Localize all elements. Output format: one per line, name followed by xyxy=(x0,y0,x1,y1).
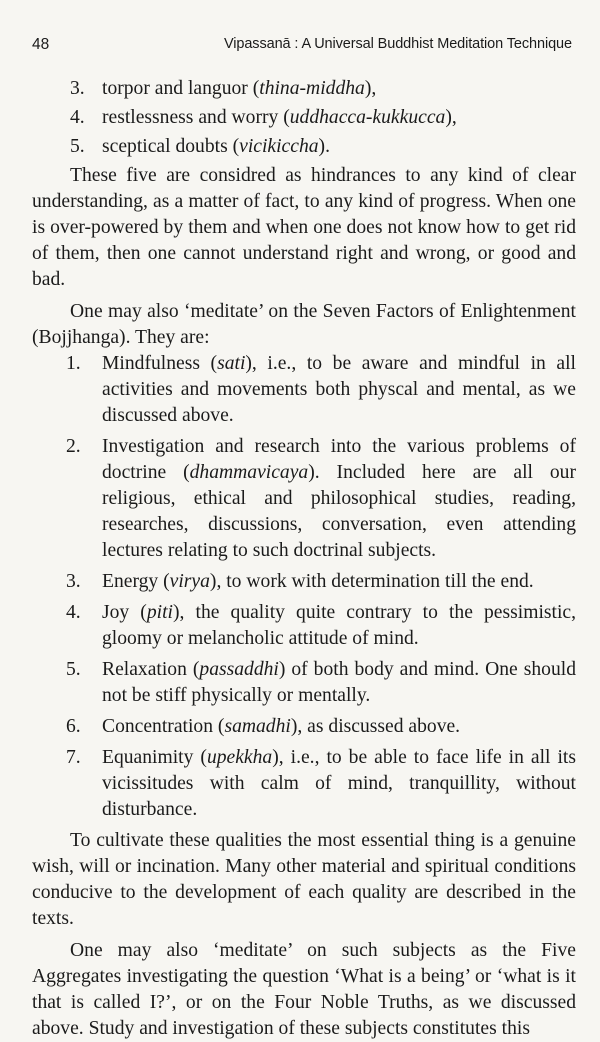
item-number: 2. xyxy=(66,436,81,457)
item-number: 7. xyxy=(66,747,81,768)
hindrances-list xyxy=(32,76,576,160)
paragraph-aggregates: One may also ‘meditate’ on such subjects as the Five Aggregates investigating the question ‘What is a being’ or ‘what is it that is called I?’, or on the Four Noble Truths, as we discussed above. Study and investigation of these subjects constitutes this xyxy=(32,940,576,1039)
pali-term: thina-middha xyxy=(259,78,365,99)
factor-item xyxy=(32,657,576,709)
item-text: Investigation and research into the various problems of doctrine (dhammavicaya). Included here are all our religious, ethical and philosophical studies, reading, researches, discussions, conversation, even attending lectures relating to such doctrinal subjects. xyxy=(102,436,576,561)
factor-item xyxy=(32,569,576,595)
paragraph-cultivate: To cultivate these qualities the most essential thing is a genuine wish, will or incination. Many other material and spiritual conditions conducive to the development of each quality are described in the texts. xyxy=(32,830,576,929)
pali-term: vicikiccha xyxy=(239,136,319,157)
item-number: 1. xyxy=(66,353,81,374)
item-text: Concentration (samadhi), as discussed above. xyxy=(102,716,461,737)
factors-list xyxy=(32,351,576,823)
running-head xyxy=(32,36,572,54)
item-number: 4. xyxy=(66,602,81,623)
pali-term: piti xyxy=(146,602,173,623)
pali-term: dhammavicaya xyxy=(189,462,309,483)
item-text: Energy (virya), to work with determination till the end. xyxy=(102,571,534,592)
factor-item xyxy=(32,745,576,823)
page-number: 48 xyxy=(32,36,50,53)
item-number: 4. xyxy=(70,107,85,128)
factor-item xyxy=(32,351,576,429)
item-text: restlessness and worry (uddhacca-kukkucca), xyxy=(102,107,457,128)
item-text: torpor and languor (thina-middha), xyxy=(102,78,377,99)
item-number: 3. xyxy=(66,571,81,592)
item-number: 6. xyxy=(66,716,81,737)
pali-term: virya xyxy=(169,571,210,592)
paragraph-hindrances: These five are considred as hindrances to any kind of clear understanding, as a matter of fact, to any kind of progress. When one is over-powered by them and when one does not know how to get rid of them, then one cannot understand right and wrong, or good and bad. xyxy=(32,165,576,290)
paragraph-factors-intro: One may also ‘meditate’ on the Seven Factors of Enlightenment (Bojjhanga). They are: xyxy=(32,301,576,348)
list-item xyxy=(32,76,576,102)
page-body xyxy=(32,76,576,1042)
list-item xyxy=(32,134,576,160)
factor-item xyxy=(32,600,576,652)
pali-term: upekkha xyxy=(206,747,273,768)
item-text: Joy (piti), the quality quite contrary to the pessimistic, gloomy or melancholic attitude of mind. xyxy=(102,602,576,649)
item-text: Equanimity (upekkha), i.e., to be able to face life in all its vicissitudes with calm of mind, tranquillity, without disturbance. xyxy=(102,747,576,820)
list-item xyxy=(32,105,576,131)
item-number: 5. xyxy=(70,136,85,157)
item-number: 3. xyxy=(70,78,85,99)
item-text: Mindfulness (sati), i.e., to be aware and mindful in all activities and movements both physcal and mental, as we discussed above. xyxy=(102,353,576,426)
item-text: Relaxation (passaddhi) of both body and mind. One should not be stiff physically or mentally. xyxy=(102,659,576,706)
pali-term: passaddhi xyxy=(199,659,279,680)
book-title: Vipassanā : A Universal Buddhist Meditation Technique xyxy=(223,36,572,52)
item-text: sceptical doubts (vicikiccha). xyxy=(102,136,330,157)
factor-item xyxy=(32,714,576,740)
item-number: 5. xyxy=(66,659,81,680)
factor-item xyxy=(32,434,576,564)
pali-term: sati xyxy=(217,353,246,374)
pali-term: uddhacca-kukkucca xyxy=(289,107,446,128)
pali-term: samadhi xyxy=(224,716,291,737)
